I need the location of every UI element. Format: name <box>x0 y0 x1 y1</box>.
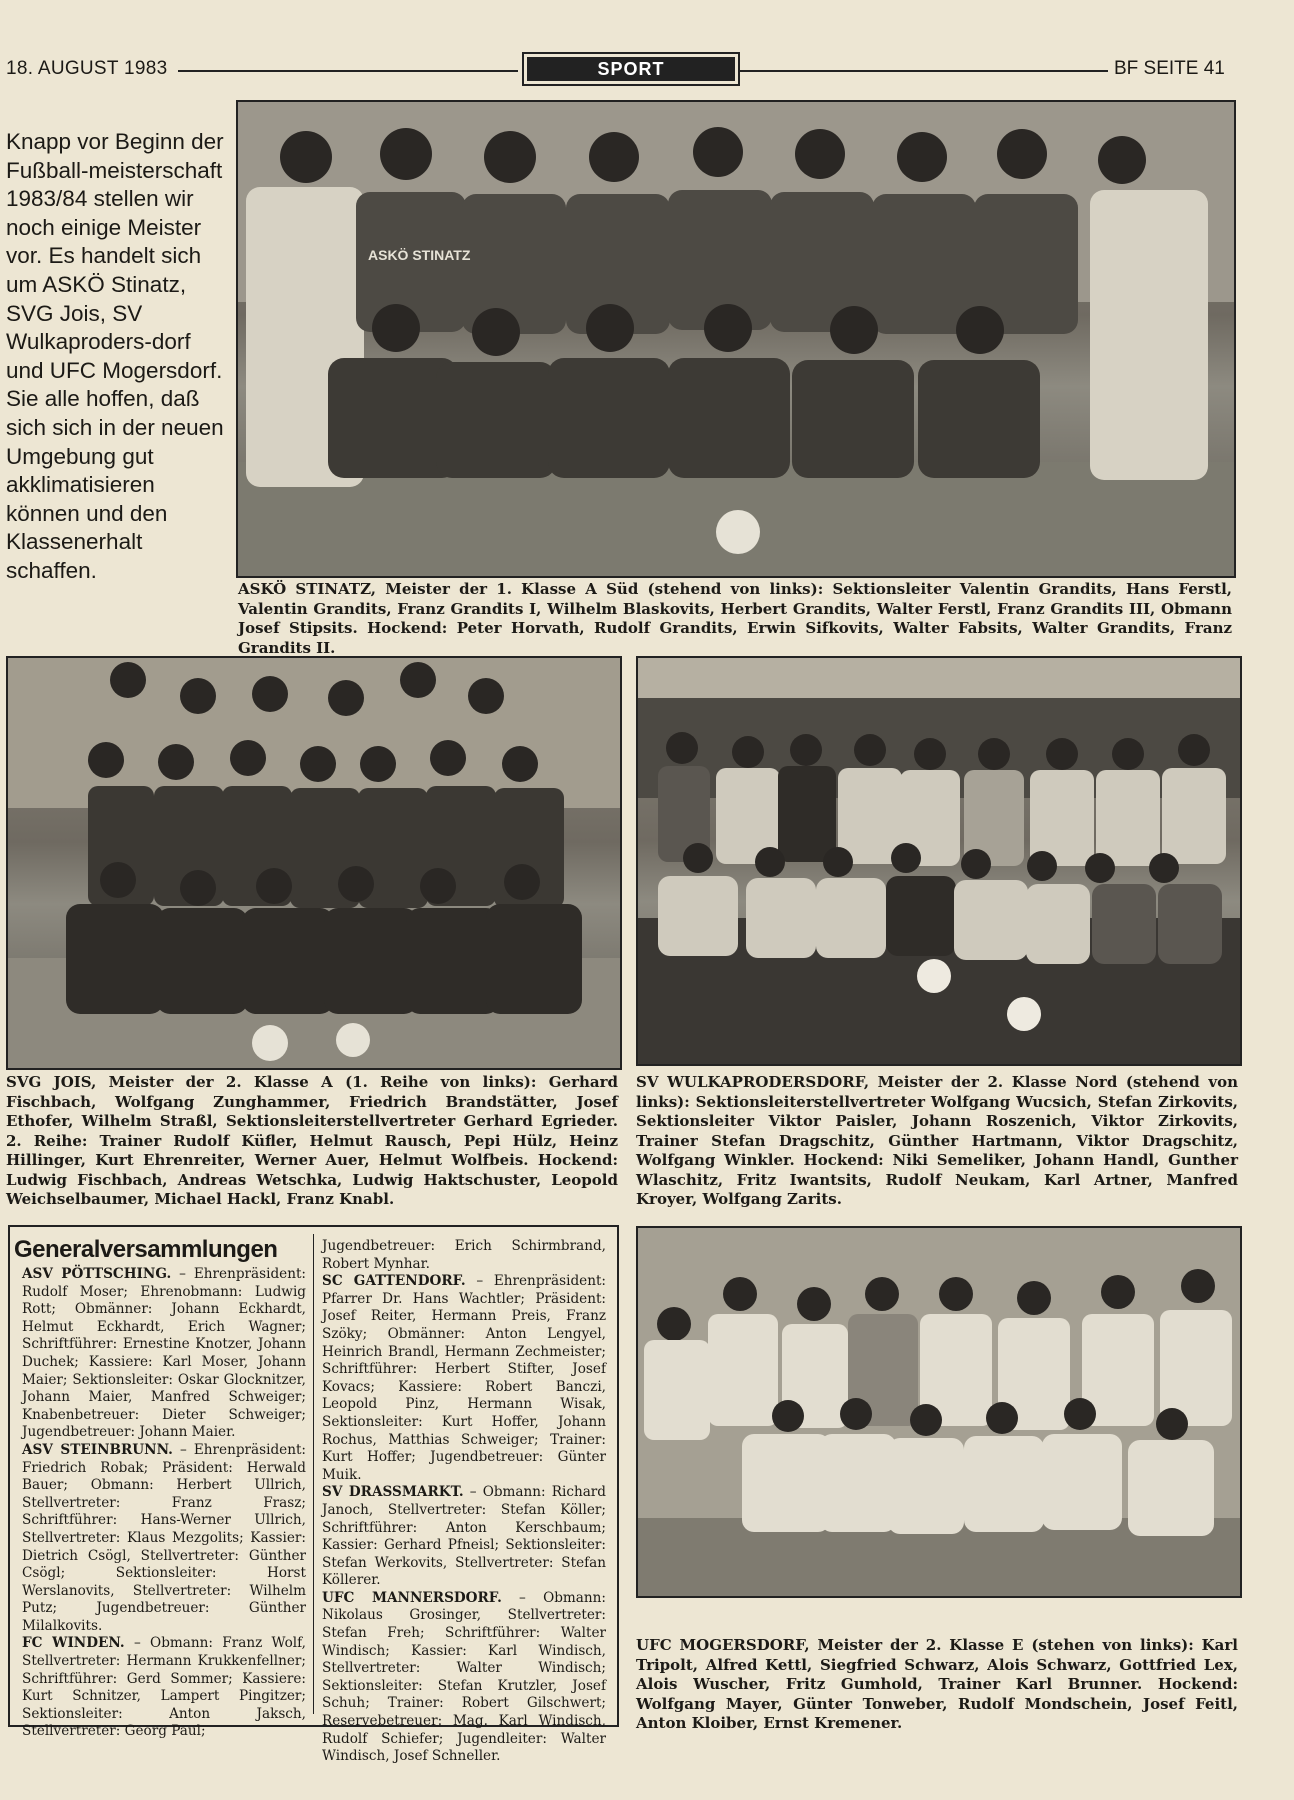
intro-text: Knapp vor Beginn der Fußball-meisterschaft 1983/84 stellen wir noch einige Meister vor. Es handelt sich um ASKÖ Stinatz, SVG Jois, SV Wulkaproders-dorf und UFC Mogersdorf. Sie alle hoffen, daß sich sich in der neuen Umgebung gut akklimatisieren können und den Klassenerhalt schaffen. <box>6 129 224 583</box>
assembly-entry: SV DRASSMARKT. – Obmann: Richard Janoch, Stellvertreter: Stefan Köller; Schriftführer: Anton Kerschbaum; Kassier: Gerhard Pfneisl; Sektionsleiter: Stefan Werkovits, Stellvertreter: Stefan Köllerer. <box>322 1484 606 1589</box>
caption-jois: SVG JOIS, Meister der 2. Klasse A (1. Reihe von links): Gerhard Fischbach, Wolfgang Zunghammer, Friedrich Brandstätter, Josef Ethofer, Wilhelm Straßl, Sektionsleiterstellvertreter Gerhard Egrieder. 2. Reihe: Trainer Rudolf Küfler, Helmut Rausch, Pepi Hülz, Heinz Hillinger, Kurt Ehrenreiter, Werner Auer, Helmut Wolfbeis. Hockend: Ludwig Fischbach, Andreas Wetschka, Ludwig Haktschuster, Leopold Weichselbaumer, Michael Hackl, Franz Knabl. <box>6 1073 618 1208</box>
assembly-entry: ASV STEINBRUNN. – Ehrenpräsident: Friedrich Robak; Präsident: Herwald Bauer; Obmann: Herbert Ullrich, Stellvertreter: Franz Frasz; Schriftführer: Hans-Werner Ullrich, Stellvertreter: Klaus Mezgolits; Kassier: Dietrich Csögl, Stellvertreter: Günther Csögl; Sektionsleiter: Horst Werslanovits, Stellvertreter: Wilhelm Putz; Jugendbetreuer: Günther Milalkovits. <box>22 1441 306 1634</box>
caption-mogersdorf: UFC MOGERSDORF, Meister der 2. Klasse E (stehen von links): Karl Tripolt, Alfred Kettl, Siegfried Schwarz, Alois Schwarz, Gottfried Lex, Alois Wuscher, Fritz Gumhold, Trainer Karl Brunner. Hockend: Wolfgang Mayer, Günter Tonweber, Rudolf Mondschein, Josef Feitl, Anton Kloiber, Ernst Kremener. <box>636 1636 1238 1732</box>
team-photo-mogersdorf <box>636 1226 1242 1598</box>
section-label: SPORT <box>522 52 740 86</box>
assembly-entry: FC WINDEN. – Obmann: Franz Wolf, Stellvertreter: Hermann Krukkenfellner; Schriftführer: Gerd Sommer; Kassiere: Kurt Schnitzer, Lampert Pingitzer; Sektionsleiter: Anton Jaksch, Stellvertreter: Georg Paul; <box>22 1635 306 1740</box>
page-number: BF SEITE 41 <box>1114 58 1225 79</box>
header-rule-left <box>178 70 518 72</box>
team-photo-jois <box>6 656 622 1070</box>
general-assemblies-column-2 <box>322 1238 606 1766</box>
header-rule-right <box>740 70 1108 72</box>
assembly-entry: ASV PÖTTSCHING. – Ehrenpräsident: Rudolf Moser; Ehrenobmann: Ludwig Rott; Obmänner: Johann Eckhardt, Helmut Eckhardt, Erich Wagner; Schriftführer: Ernestine Knotzer, Johann Duchek; Kassiere: Karl Moser, Johann Maier; Sektionsleiter: Oskar Glocknitzer, Johann Maier, Manfred Schweiger; Knabenbetreuer: Dieter Schweiger; Jugendbetreuer: Johann Maier. <box>22 1266 306 1441</box>
column-divider <box>313 1234 314 1714</box>
team-photo-stinatz <box>236 100 1236 578</box>
team-photo-wulkaprodersdorf <box>636 656 1242 1066</box>
issue-date: 18. AUGUST 1983 <box>6 58 168 79</box>
assembly-entry: UFC MANNERSDORF. – Obmann: Nikolaus Grosinger, Stellvertreter: Stefan Freh; Schriftführer: Walter Windisch; Kassier: Karl Windisch, Stellvertreter: Walter Windisch; Sektionsleiter: Stefan Krutzler, Josef Schuh; Trainer: Robert Gilschwert; Reservebetreuer: Mag. Karl Windisch, Rudolf Schiefer; Jugendleiter: Walter Windisch, Josef Schneller. <box>322 1589 607 1765</box>
caption-wulkaprodersdorf: SV WULKAPRODERSDORF, Meister der 2. Klasse Nord (stehend von links): Sektionsleiterstellvertreter Wolfgang Wucsich, Stefan Zirkovits, Sektionsleiter Viktor Paisler, Johann Roszenich, Viktor Zirkovits, Trainer Stefan Dragschitz, Günther Hartmann, Viktor Dragschitz, Wolfgang Winkler. Hockend: Niki Semeliker, Johann Handl, Gunther Wlaschitz, Fritz Iwantsits, Rudolf Neukam, Karl Artner, Manfred Kroyer, Wolfgang Zarits. <box>636 1073 1238 1208</box>
general-assemblies-column-1 <box>22 1266 306 1741</box>
shirt-lettering: ASKÖ STINATZ <box>368 247 471 263</box>
assembly-entry: SC GATTENDORF. – Ehrenpräsident: Pfarrer Dr. Hans Wachtler; Präsident: Josef Reiter, Hermann Preis, Franz Szöky; Obmänner: Anton Lengyel, Heinrich Brandl, Hermann Zechmeister; Schriftführer: Herbert Stifter, Josef Kovacs; Kassiere: Robert Banczi, Leopold Pinz, Hermann Wisak, Sektionsleiter: Kurt Hoffer, Johann Rochus, Matthias Schweiger; Trainer: Kurt Hoffer; Jugendbetreuer: Günter Muik. <box>322 1273 606 1483</box>
assembly-entry: Jugendbetreuer: Erich Schirmbrand, Robert Mynhar. <box>322 1238 606 1272</box>
general-assemblies-title: Generalversammlungen <box>14 1236 278 1263</box>
caption-stinatz: ASKÖ STINATZ, Meister der 1. Klasse A Süd (stehend von links): Sektionsleiter Valentin Grandits, Hans Ferstl, Valentin Grandits, Franz Grandits I, Wilhelm Blaskovits, Herbert Grandits, Walter Ferstl, Franz Grandits III, Obmann Josef Stipsits. Hockend: Peter Horvath, Rudolf Grandits, Erwin Sifkovits, Walter Fabsits, Walter Grandits, Franz Grandits II. <box>238 580 1232 657</box>
